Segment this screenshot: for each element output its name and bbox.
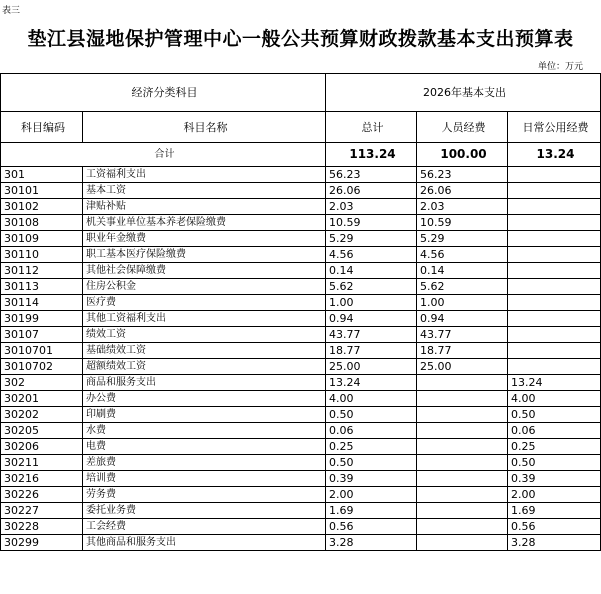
cell-daily: 13.24 xyxy=(508,375,601,391)
table-row xyxy=(1,279,601,295)
cell-code: 30109 xyxy=(1,231,83,247)
table-row xyxy=(1,439,601,455)
header-total: 总计 xyxy=(326,112,417,143)
cell-daily xyxy=(508,167,601,183)
total-personnel: 100.00 xyxy=(417,143,508,167)
cell-total: 13.24 xyxy=(326,375,417,391)
cell-personnel: 2.03 xyxy=(417,199,508,215)
cell-name: 印刷费 xyxy=(83,407,326,423)
cell-total: 2.00 xyxy=(326,487,417,503)
table-row xyxy=(1,311,601,327)
cell-total: 25.00 xyxy=(326,359,417,375)
cell-daily xyxy=(508,263,601,279)
cell-total: 0.25 xyxy=(326,439,417,455)
cell-daily: 0.06 xyxy=(508,423,601,439)
cell-personnel xyxy=(417,487,508,503)
cell-code: 30102 xyxy=(1,199,83,215)
cell-name: 基础绩效工资 xyxy=(83,343,326,359)
table-row xyxy=(1,167,601,183)
cell-total: 5.29 xyxy=(326,231,417,247)
cell-total: 0.50 xyxy=(326,455,417,471)
page-title: 垫江县湿地保护管理中心一般公共预算财政拨款基本支出预算表 xyxy=(27,28,574,50)
cell-name: 基本工资 xyxy=(83,183,326,199)
cell-name: 商品和服务支出 xyxy=(83,375,326,391)
cell-code: 30110 xyxy=(1,247,83,263)
cell-code: 30201 xyxy=(1,391,83,407)
header-basic-expenditure: 2026年基本支出 xyxy=(326,74,601,112)
cell-total: 4.56 xyxy=(326,247,417,263)
cell-total: 1.00 xyxy=(326,295,417,311)
table-row xyxy=(1,503,601,519)
cell-daily: 4.00 xyxy=(508,391,601,407)
total-label: 合计 xyxy=(1,143,326,167)
cell-name: 其他社会保障缴费 xyxy=(83,263,326,279)
cell-personnel: 10.59 xyxy=(417,215,508,231)
cell-daily: 3.28 xyxy=(508,535,601,551)
cell-personnel: 26.06 xyxy=(417,183,508,199)
cell-daily xyxy=(508,215,601,231)
table-row xyxy=(1,455,601,471)
cell-personnel xyxy=(417,423,508,439)
cell-total: 2.03 xyxy=(326,199,417,215)
table-row xyxy=(1,535,601,551)
cell-daily xyxy=(508,343,601,359)
cell-daily xyxy=(508,359,601,375)
cell-name: 住房公积金 xyxy=(83,279,326,295)
cell-code: 30112 xyxy=(1,263,83,279)
cell-personnel: 5.29 xyxy=(417,231,508,247)
cell-personnel xyxy=(417,455,508,471)
cell-name: 其他商品和服务支出 xyxy=(83,535,326,551)
cell-total: 10.59 xyxy=(326,215,417,231)
cell-daily xyxy=(508,183,601,199)
table-row xyxy=(1,327,601,343)
cell-daily xyxy=(508,327,601,343)
table-row xyxy=(1,343,601,359)
cell-total: 18.77 xyxy=(326,343,417,359)
cell-personnel: 1.00 xyxy=(417,295,508,311)
cell-personnel xyxy=(417,407,508,423)
cell-name: 超额绩效工资 xyxy=(83,359,326,375)
header-row-columns xyxy=(1,112,601,143)
cell-name: 电费 xyxy=(83,439,326,455)
total-daily: 13.24 xyxy=(508,143,601,167)
cell-total: 56.23 xyxy=(326,167,417,183)
cell-personnel: 4.56 xyxy=(417,247,508,263)
header-personnel: 人员经费 xyxy=(417,112,508,143)
cell-daily: 1.69 xyxy=(508,503,601,519)
cell-name: 职工基本医疗保险缴费 xyxy=(83,247,326,263)
cell-name: 机关事业单位基本养老保险缴费 xyxy=(83,215,326,231)
cell-code: 3010701 xyxy=(1,343,83,359)
cell-personnel xyxy=(417,391,508,407)
cell-code: 30108 xyxy=(1,215,83,231)
table-row xyxy=(1,471,601,487)
cell-daily: 0.50 xyxy=(508,455,601,471)
cell-daily: 2.00 xyxy=(508,487,601,503)
cell-daily xyxy=(508,311,601,327)
table-row xyxy=(1,407,601,423)
table-row xyxy=(1,487,601,503)
cell-total: 0.06 xyxy=(326,423,417,439)
cell-daily xyxy=(508,247,601,263)
cell-code: 30211 xyxy=(1,455,83,471)
doc-tag: 表三 xyxy=(2,6,21,16)
cell-personnel xyxy=(417,439,508,455)
cell-daily: 0.56 xyxy=(508,519,601,535)
cell-total: 26.06 xyxy=(326,183,417,199)
cell-daily xyxy=(508,199,601,215)
cell-code: 30206 xyxy=(1,439,83,455)
header-code: 科目编码 xyxy=(1,112,83,143)
table-row xyxy=(1,391,601,407)
cell-personnel xyxy=(417,519,508,535)
cell-code: 30226 xyxy=(1,487,83,503)
cell-name: 水费 xyxy=(83,423,326,439)
cell-code: 30228 xyxy=(1,519,83,535)
budget-table xyxy=(0,73,601,551)
cell-name: 工资福利支出 xyxy=(83,167,326,183)
total-total: 113.24 xyxy=(326,143,417,167)
cell-code: 30199 xyxy=(1,311,83,327)
table-row xyxy=(1,199,601,215)
cell-code: 302 xyxy=(1,375,83,391)
cell-personnel: 5.62 xyxy=(417,279,508,295)
cell-code: 30216 xyxy=(1,471,83,487)
cell-total: 0.56 xyxy=(326,519,417,535)
table-row xyxy=(1,231,601,247)
cell-code: 30114 xyxy=(1,295,83,311)
cell-code: 30202 xyxy=(1,407,83,423)
cell-code: 301 xyxy=(1,167,83,183)
cell-daily: 0.50 xyxy=(508,407,601,423)
cell-code: 30299 xyxy=(1,535,83,551)
cell-personnel: 43.77 xyxy=(417,327,508,343)
cell-personnel: 0.94 xyxy=(417,311,508,327)
cell-name: 劳务费 xyxy=(83,487,326,503)
cell-total: 0.94 xyxy=(326,311,417,327)
unit-label: 单位：万元 xyxy=(537,62,583,72)
total-row xyxy=(1,143,601,167)
cell-name: 培训费 xyxy=(83,471,326,487)
cell-total: 43.77 xyxy=(326,327,417,343)
table-row xyxy=(1,215,601,231)
cell-code: 30113 xyxy=(1,279,83,295)
cell-daily: 0.39 xyxy=(508,471,601,487)
header-daily: 日常公用经费 xyxy=(508,112,601,143)
cell-personnel: 56.23 xyxy=(417,167,508,183)
cell-name: 办公费 xyxy=(83,391,326,407)
cell-code: 3010702 xyxy=(1,359,83,375)
header-row-top xyxy=(1,74,601,112)
cell-name: 工会经费 xyxy=(83,519,326,535)
cell-personnel: 25.00 xyxy=(417,359,508,375)
cell-code: 30205 xyxy=(1,423,83,439)
budget-table-body xyxy=(1,74,601,551)
table-row xyxy=(1,295,601,311)
cell-total: 3.28 xyxy=(326,535,417,551)
cell-daily xyxy=(508,295,601,311)
cell-total: 5.62 xyxy=(326,279,417,295)
cell-code: 30107 xyxy=(1,327,83,343)
cell-name: 其他工资福利支出 xyxy=(83,311,326,327)
cell-personnel xyxy=(417,503,508,519)
cell-code: 30227 xyxy=(1,503,83,519)
cell-personnel xyxy=(417,471,508,487)
header-name: 科目名称 xyxy=(83,112,326,143)
cell-total: 0.50 xyxy=(326,407,417,423)
cell-code: 30101 xyxy=(1,183,83,199)
cell-daily xyxy=(508,279,601,295)
cell-name: 津贴补贴 xyxy=(83,199,326,215)
cell-personnel: 18.77 xyxy=(417,343,508,359)
cell-personnel: 0.14 xyxy=(417,263,508,279)
table-row xyxy=(1,183,601,199)
table-row xyxy=(1,519,601,535)
cell-name: 医疗费 xyxy=(83,295,326,311)
cell-personnel xyxy=(417,535,508,551)
cell-name: 职业年金缴费 xyxy=(83,231,326,247)
cell-total: 1.69 xyxy=(326,503,417,519)
table-row xyxy=(1,375,601,391)
cell-total: 4.00 xyxy=(326,391,417,407)
cell-total: 0.14 xyxy=(326,263,417,279)
cell-name: 差旅费 xyxy=(83,455,326,471)
table-row xyxy=(1,263,601,279)
table-row xyxy=(1,247,601,263)
cell-daily xyxy=(508,231,601,247)
table-row xyxy=(1,423,601,439)
table-row xyxy=(1,359,601,375)
header-econ-category: 经济分类科目 xyxy=(1,74,326,112)
cell-personnel xyxy=(417,375,508,391)
cell-name: 绩效工资 xyxy=(83,327,326,343)
cell-name: 委托业务费 xyxy=(83,503,326,519)
cell-total: 0.39 xyxy=(326,471,417,487)
cell-daily: 0.25 xyxy=(508,439,601,455)
